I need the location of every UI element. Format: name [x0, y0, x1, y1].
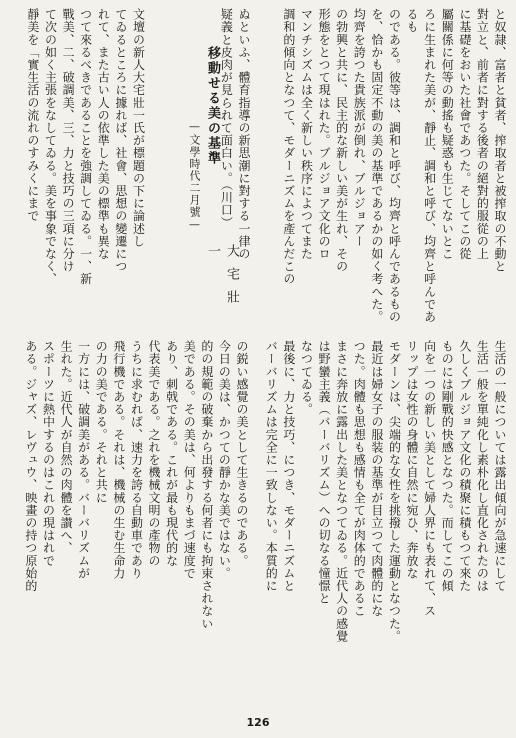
- article-column-bottom-right: 生活の一般については露出傾向が急速にして 生活一般を單純化し素朴化し直化されたのは 久しくブルジョア文化の積聚に積もつて來た ものには剛戰的快感となつた。而してこの傾 向を一つの新しい美として婦人界にも表れて、ス リップは女性の身體に自然に宛ひ、奔放な モダーンは、尖端的な女性を挑撥した運動となつた。 最近は婦女子の服装の基準が目立つて肉體的にな つた。肉體も思想も感情も全てが肉体的であるこ まさに奔放に露出した美となつてゐる。近代人の感覺 は野蠻主義（バーバリズム）への切なる憧憬と なつてゐる。 最後に、力と技巧、につき、モダーニズムと バーバリズムは完全に一致しない。本質的に: [264, 340, 507, 643]
- article-column-bottom-left: の鋭い感覺の美として生きるのである。 今日の美は、かつての靜かな美ではない。 的の規範の破棄から出發する何者にも拘束されない 美である。その美は、何よりもまづ速度で あり、刺戟である。これが最も現代的な 代表美である。之れを機械文明の產物の うちに求むれば、速力を誇る自動車であり 飛行機である。それは、機械の生む生命力 の力の美である。それと共に 一方には、破調美がある。バーバリズムが 生れた。近代人が自然の肉體を讃へ、 スポーツに熱中するのはこれの現はれで ある。ジャズ、レヴュウ、映畫の持つ原始的: [24, 340, 249, 630]
- article-column-top-left: ぬといふ、體育指導の新思潮に對する一律の 疑義と皮肉が見られて面白い。（川口） 文壇の新人大宅壯一氏が標題の下に論述し てゐるところに據れば、社會、思想の變遷につ れて、また古い人の依準した美の標準も異な つて來るべきであることを強調してゐる。一、新 戰美、二、破調美、三、力と技巧の三項に分け て次の如く主張をなしてゐる。美を事象でなく、 靜美を「實生活の流れのすみくにまで: [25, 8, 251, 286]
- page-number: 126: [246, 716, 270, 729]
- article-byline: —文學時代二月號—: [188, 120, 201, 232]
- article-column-top-right: と奴隷、富者と貧者、搾取者と被搾取の不動と 對立と、前者に對する後者の絕對的服從の上 に基礎をおいた社會であつた。そしてこの從 屬關係に何等の動搖も疑惑も生じてないとこ ろに生まれた美が、靜止、調和と呼び、均齊と呼んであるも のである。彼等は、調和と呼び、均齊と呼んであるもの を、恰かも固定不動の美の基準であるかの如く考へた。 均齊を誇つた貴族派が倒れ、ブルジョアー の勃興と共に、民主的な新しい美が生れ、その 形態をとつて現はれた。ブルジョア文化のロ マンチシズムは全く新しい秩序によつてまた 調和的傾向となつて、モダーニズムを產んだこの: [281, 8, 507, 323]
- article-author: 大宅壯一: [205, 244, 239, 313]
- tier-divider: [24, 334, 508, 335]
- article-heading: 移動せる美の基準: [205, 46, 220, 166]
